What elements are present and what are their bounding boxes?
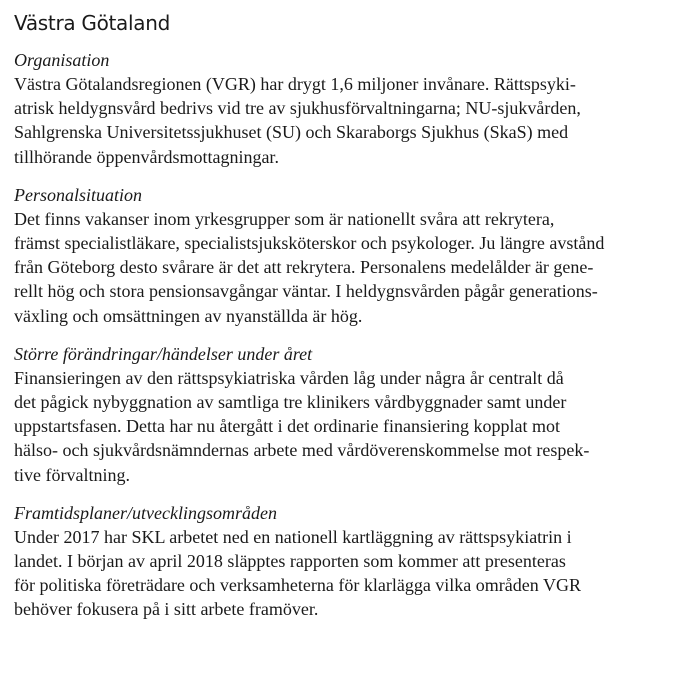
body-line: Under 2017 har SKL arbetet ned en nationell kartläggning av rättspsykiatrin i	[14, 526, 572, 547]
body-line: tillhörande öppenvårdsmottagningar.	[14, 146, 279, 167]
section-body	[14, 525, 668, 622]
section-heading: Personalsituation	[14, 184, 143, 205]
body-line: för politiska företrädare och verksamheterna för klarlägga vilka områden VGR	[14, 575, 581, 596]
body-line: Det finns vakanser inom yrkesgrupper som är nationellt svåra att rekrytera,	[14, 208, 555, 229]
body-line: växling och omsättningen av nyanställda är hög.	[14, 305, 363, 326]
section-framtidsplaner	[14, 501, 668, 622]
body-line: atrisk heldygnsvård bedrivs vid tre av sjukhusförvaltningarna; NU-sjukvården,	[14, 98, 581, 119]
section-personalsituation	[14, 183, 668, 328]
body-line: främst specialistläkare, specialistsjuksköterskor och psykologer. Ju längre avstånd	[14, 233, 605, 254]
section-heading: Framtidsplaner/utvecklingsområden	[14, 502, 277, 523]
body-line: Finansieringen av den rättspsykiatriska vården låg under några år centralt då	[14, 367, 564, 388]
section-forandringar	[14, 342, 668, 487]
section-organisation	[14, 48, 668, 169]
section-heading: Större förändringar/händelser under året	[14, 343, 313, 364]
section-body	[14, 366, 668, 487]
document-title: Västra Götaland	[14, 11, 170, 35]
section-heading: Organisation	[14, 50, 110, 70]
body-line: tive förvaltning.	[14, 464, 130, 485]
body-line: från Göteborg desto svårare är det att rekrytera. Personalens medelålder är gene-	[14, 257, 594, 278]
body-line: behöver fokusera på i sitt arbete framöver.	[14, 599, 319, 620]
body-line: landet. I början av april 2018 släpptes rapporten som kommer att presenteras	[14, 551, 566, 572]
body-line: Västra Götalandsregionen (VGR) har drygt 1,6 miljoner invånare. Rättspsyki-	[14, 74, 576, 94]
body-line: det pågick nybyggnation av samtliga tre klinikers vårdbyggnader samt under	[14, 392, 567, 413]
body-line: Sahlgrenska Universitetssjukhuset (SU) och Skaraborgs Sjukhus (SkaS) med	[14, 122, 569, 143]
document-page	[14, 8, 668, 636]
body-line: rellt hög och stora pensionsavgångar väntar. I heldygnsvården pågår generations-	[14, 281, 598, 302]
section-body	[14, 72, 668, 169]
section-body	[14, 207, 668, 328]
body-line: hälso- och sjukvårdsnämndernas arbete med vårdöverenskommelse mot respek-	[14, 440, 590, 461]
body-line: uppstartsfasen. Detta har nu återgått i det ordinarie finansiering kopplat mot	[14, 416, 561, 437]
